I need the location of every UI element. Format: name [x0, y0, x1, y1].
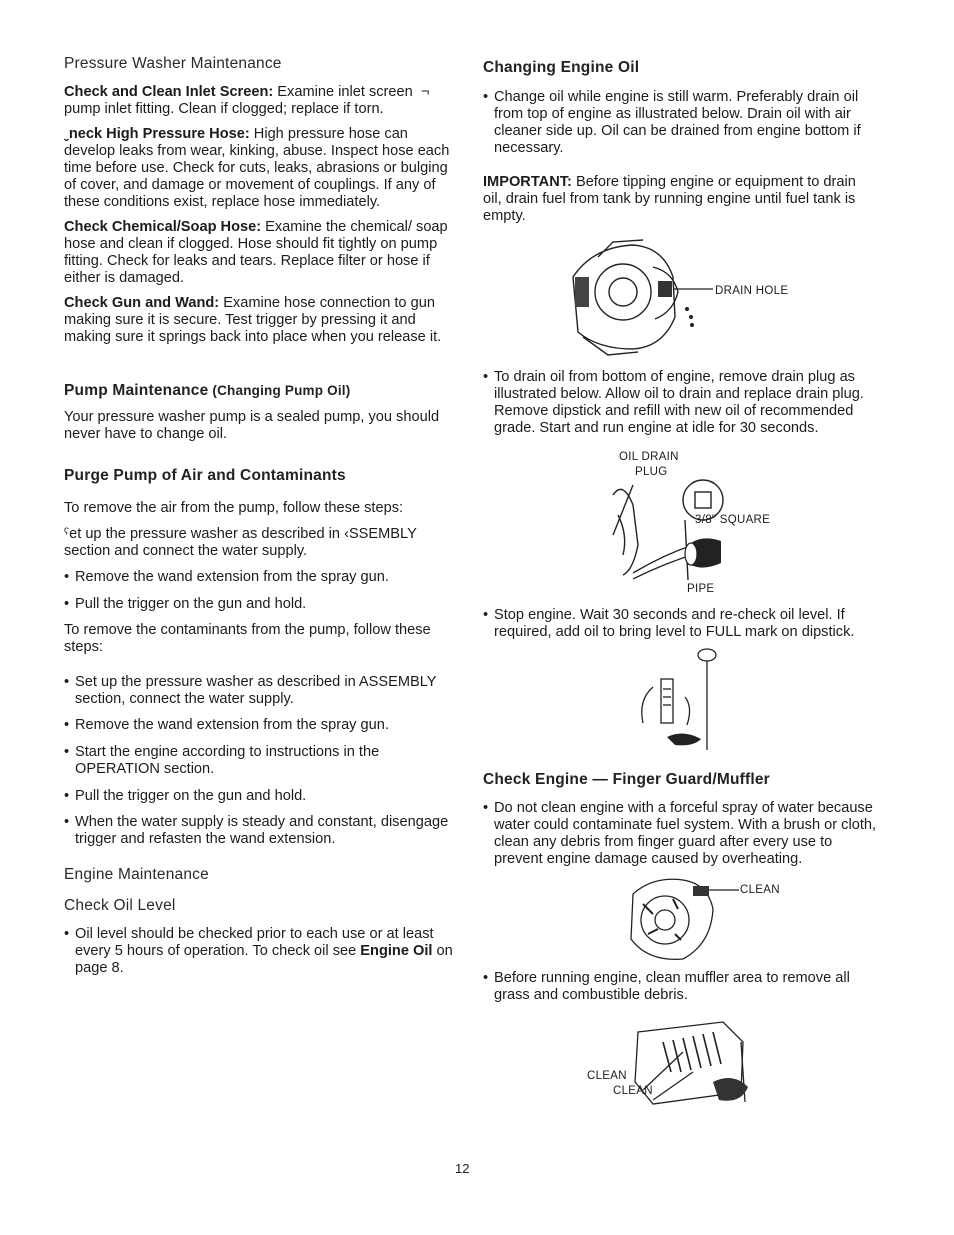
plug-label: PLUG	[635, 466, 668, 478]
check-oil-level-heading: Check Oil Level	[64, 897, 176, 914]
pipe-label: PIPE	[687, 583, 715, 595]
drain-plug-illustration	[603, 475, 743, 595]
oil-level-bullets	[64, 926, 459, 977]
list-item	[64, 926, 459, 977]
chemical-soap-hose-paragraph	[64, 219, 459, 287]
list-item: • Before running engine, clean muffler area to remove all grass and combustible debris.	[483, 970, 878, 1004]
list-item: • Pull the trigger on the gun and hold.	[64, 596, 459, 613]
pump-maintenance-title: Pump Maintenance	[64, 382, 209, 399]
muffler-bullets	[483, 970, 878, 1004]
drain-hole-label: DRAIN HOLE	[715, 285, 789, 297]
list-item: • To drain oil from bottom of engine, remove drain plug as illustrated below. Allow oil to drain and replace drain plug. Remove dipstick and refill with new oil of recommended grade. Start and run engine at idle for 30 seconds.	[483, 369, 878, 437]
pressure-washer-maintenance-heading: Pressure Washer Maintenance	[64, 55, 282, 72]
muffler-figure	[483, 1012, 878, 1112]
gun-and-wand-text: Examine hose connection to gun making sure it is secure. Test trigger by pressing it and making sure it springs back into place when you release it.	[64, 295, 442, 345]
page-number: 12	[455, 1161, 470, 1176]
square-label: 3/8" SQUARE	[695, 514, 771, 526]
list-item: • When the water supply is steady and constant, disengage trigger and refasten the wand extension.	[64, 814, 459, 848]
chemical-soap-hose-label: Check Chemical/Soap Hose:	[64, 219, 262, 235]
pump-maintenance-text: Your pressure washer pump is a sealed pump, you should never have to change oil.	[64, 409, 440, 442]
oil-drain-plug-figure	[483, 445, 878, 597]
oil-level-text-end: on page 8.	[75, 943, 453, 976]
chemical-soap-hose-text: Examine the chemical/ soap hose and clean if clogged. Hose should fit tightly on pump fitting. Check for leaks and tears. Replace filter or hose if either is damaged.	[64, 219, 448, 286]
engine-oil-bullets-1	[483, 89, 878, 157]
list-item: • Change oil while engine is still warm. Preferably drain oil from top of engine as illustrated below. Drain oil with air cleaner side up. Oil can be drained from engine bottom if necessary.	[483, 89, 878, 157]
engine-finger-guard-illustration	[613, 874, 753, 969]
list-item: • Do not clean engine with a forceful spray of water because water could contaminate fuel system. With a brush or cloth, clean any debris from finger guard after every use to prevent engine damage caused by overheating.	[483, 800, 878, 868]
list-item: • Start the engine according to instructions in the OPERATION section.	[64, 744, 459, 778]
dipstick-illustration	[623, 645, 733, 755]
high-pressure-hose-label: ˬneck High Pressure Hose:	[64, 126, 250, 142]
finger-guard-figure	[483, 874, 878, 970]
list-item: • Stop engine. Wait 30 seconds and re-check oil level. If required, add oil to bring level to FULL mark on dipstick.	[483, 607, 878, 641]
oil-level-text: Oil level should be checked prior to each use or at least every 5 hours of operation. To check oil see	[75, 926, 434, 959]
gun-and-wand-label: Check Gun and Wand:	[64, 295, 220, 311]
important-text: Before tipping engine or equipment to drain oil, drain fuel from tank by running engine until fuel tank is empty.	[483, 174, 856, 224]
finger-guard-muffler-heading: Check Engine — Finger Guard/Muffler	[483, 771, 770, 788]
list-item: • Remove the wand extension from the spray gun.	[64, 717, 459, 734]
purge-contaminants-intro: To remove the contaminants from the pump, follow these steps:	[64, 622, 431, 655]
inlet-screen-text: Examine inlet screen ¬ pump inlet fitting. Clean if clogged; replace if torn.	[64, 84, 430, 117]
pump-maintenance-subtitle: (Changing Pump Oil)	[208, 383, 351, 398]
engine-tipped-illustration	[563, 237, 803, 367]
important-label: IMPORTANT:	[483, 174, 572, 190]
drain-hole-figure	[483, 237, 878, 369]
gun-and-wand-paragraph	[64, 295, 459, 346]
list-item: • Remove the wand extension from the spray gun.	[64, 569, 459, 586]
inlet-screen-label: Check and Clean Inlet Screen:	[64, 84, 274, 100]
finger-guard-bullets	[483, 800, 878, 868]
engine-maintenance-heading: Engine Maintenance	[64, 866, 209, 883]
pump-maintenance-heading	[64, 382, 459, 399]
purge-contaminants-bullets	[64, 674, 459, 848]
left-column	[64, 50, 459, 977]
muffler-clean-label-2: CLEAN	[613, 1085, 653, 1097]
purge-pump-heading: Purge Pump of Air and Contaminants	[64, 467, 346, 484]
inlet-screen-paragraph	[64, 84, 459, 118]
engine-oil-bullets-3	[483, 607, 878, 641]
oil-drain-label: OIL DRAIN	[619, 451, 679, 463]
finger-guard-clean-label: CLEAN	[740, 884, 780, 896]
engine-oil-bullets-2	[483, 369, 878, 437]
list-item: • Set up the pressure washer as described in ASSEMBLY section, connect the water supply.	[64, 674, 459, 708]
right-column	[483, 50, 878, 1112]
high-pressure-hose-text: High pressure hose can develop leaks from wear, kinking, abuse. Inspect hose each time before use. Check for cuts, leaks, abrasions or bulging of cover, and damage or movement of couplings. If any of these conditions exist, replace hose immediately.	[64, 126, 450, 210]
purge-air-intro: To remove the air from the pump, follow these steps:	[64, 500, 404, 516]
dipstick-figure	[483, 645, 878, 757]
high-pressure-hose-paragraph	[64, 126, 459, 211]
list-item: • Pull the trigger on the gun and hold.	[64, 788, 459, 805]
important-note	[483, 174, 878, 225]
muffler-clean-label-1: CLEAN	[587, 1070, 627, 1082]
changing-engine-oil-heading: Changing Engine Oil	[483, 59, 640, 76]
engine-oil-reference: Engine Oil	[360, 943, 433, 959]
purge-air-bullets	[64, 569, 459, 613]
purge-air-step: ˁet up the pressure washer as described in ‹SSEMBLY section and connect the water supply.	[64, 526, 417, 559]
